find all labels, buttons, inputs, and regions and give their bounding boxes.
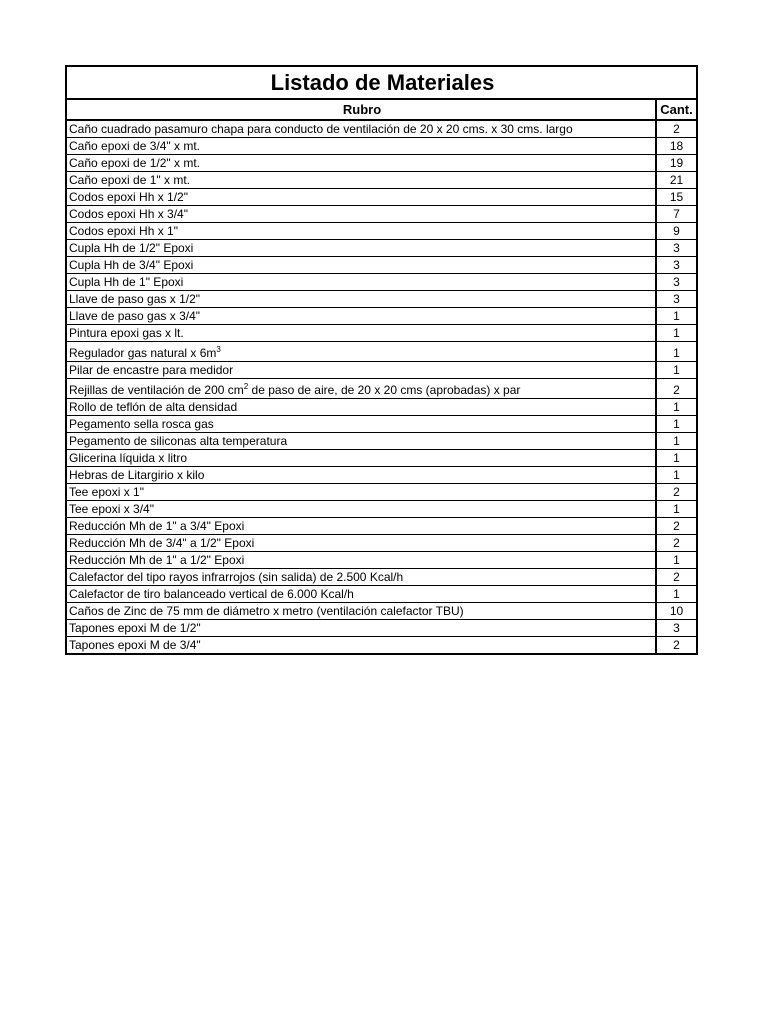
item-quantity: 3 bbox=[656, 620, 697, 637]
item-description bbox=[66, 416, 656, 433]
table-body bbox=[66, 120, 697, 654]
table-row bbox=[66, 206, 697, 223]
table-row bbox=[66, 450, 697, 467]
table-row bbox=[66, 416, 697, 433]
item-quantity: 9 bbox=[656, 223, 697, 240]
table-row bbox=[66, 172, 697, 189]
item-description-text: Pegamento de siliconas alta temperatura bbox=[69, 433, 288, 448]
item-description-text: Rollo de teflón de alta densidad bbox=[69, 399, 238, 414]
table-row bbox=[66, 240, 697, 257]
item-quantity: 7 bbox=[656, 206, 697, 223]
table-row bbox=[66, 138, 697, 155]
item-description-text: Cupla Hh de 1/2" Epoxi bbox=[69, 240, 194, 255]
document-title: Listado de Materiales bbox=[66, 66, 697, 99]
item-quantity: 2 bbox=[656, 379, 697, 399]
item-quantity: 10 bbox=[656, 603, 697, 620]
table-row bbox=[66, 518, 697, 535]
item-quantity: 3 bbox=[656, 291, 697, 308]
table-row bbox=[66, 586, 697, 603]
item-quantity: 1 bbox=[656, 552, 697, 569]
item-description-text: Cupla Hh de 1" Epoxi bbox=[69, 274, 184, 289]
item-description bbox=[66, 223, 656, 240]
item-description-text: Codos epoxi Hh x 1" bbox=[69, 223, 178, 238]
item-description-text: Calefactor del tipo rayos infrarrojos (sin salida) de 2.500 Kcal/h bbox=[69, 569, 404, 584]
column-header-item: Rubro bbox=[66, 99, 656, 120]
table-row bbox=[66, 637, 697, 655]
table-row bbox=[66, 399, 697, 416]
item-description bbox=[66, 433, 656, 450]
item-description bbox=[66, 189, 656, 206]
column-header-qty: Cant. bbox=[656, 99, 697, 120]
item-quantity: 1 bbox=[656, 416, 697, 433]
table-row bbox=[66, 223, 697, 240]
item-description-text: de paso de aire, de 20 x 20 cms (aprobadas) x par bbox=[248, 383, 521, 397]
materials-table bbox=[65, 65, 698, 655]
table-row bbox=[66, 433, 697, 450]
item-description bbox=[66, 379, 656, 399]
item-description bbox=[66, 620, 656, 637]
item-quantity: 18 bbox=[656, 138, 697, 155]
table-row bbox=[66, 308, 697, 325]
item-quantity: 19 bbox=[656, 155, 697, 172]
item-description-text: Tee epoxi x 3/4" bbox=[69, 501, 154, 516]
item-description bbox=[66, 501, 656, 518]
item-description bbox=[66, 240, 656, 257]
item-description bbox=[66, 603, 656, 620]
item-quantity: 2 bbox=[656, 120, 697, 138]
item-description bbox=[66, 552, 656, 569]
title-row bbox=[66, 66, 697, 99]
item-description-text: Cupla Hh de 3/4" Epoxi bbox=[69, 257, 194, 272]
item-description-text: Reducción Mh de 1" a 1/2" Epoxi bbox=[69, 552, 245, 567]
item-description-text: Caño epoxi de 1" x mt. bbox=[69, 172, 190, 187]
item-quantity: 1 bbox=[656, 308, 697, 325]
item-description-text: Llave de paso gas x 3/4" bbox=[69, 308, 201, 323]
item-quantity: 1 bbox=[656, 467, 697, 484]
item-description-text: Pegamento sella rosca gas bbox=[69, 416, 214, 431]
table-row bbox=[66, 467, 697, 484]
item-description-text: Rejillas de ventilación de 200 cm bbox=[69, 383, 244, 397]
item-description bbox=[66, 172, 656, 189]
table-row bbox=[66, 569, 697, 586]
item-description bbox=[66, 399, 656, 416]
item-description-text: Llave de paso gas x 1/2" bbox=[69, 291, 201, 306]
table-row bbox=[66, 535, 697, 552]
item-description-text: Tapones epoxi M de 1/2" bbox=[69, 620, 201, 635]
item-quantity: 3 bbox=[656, 257, 697, 274]
item-description bbox=[66, 586, 656, 603]
item-description-text: Glicerina líquida x litro bbox=[69, 450, 188, 465]
item-quantity: 1 bbox=[656, 433, 697, 450]
item-quantity: 3 bbox=[656, 240, 697, 257]
table-row bbox=[66, 379, 697, 399]
item-description bbox=[66, 138, 656, 155]
table-row bbox=[66, 274, 697, 291]
item-description-text: Caño epoxi de 3/4" x mt. bbox=[69, 138, 200, 153]
item-quantity: 21 bbox=[656, 172, 697, 189]
item-quantity: 1 bbox=[656, 399, 697, 416]
header-row bbox=[66, 99, 697, 120]
table-row bbox=[66, 620, 697, 637]
item-description bbox=[66, 342, 656, 362]
item-description bbox=[66, 450, 656, 467]
item-quantity: 15 bbox=[656, 189, 697, 206]
item-description bbox=[66, 484, 656, 501]
item-description-text: Codos epoxi Hh x 3/4" bbox=[69, 206, 188, 221]
item-description bbox=[66, 637, 656, 655]
item-description bbox=[66, 308, 656, 325]
item-quantity: 2 bbox=[656, 484, 697, 501]
item-description bbox=[66, 362, 656, 379]
item-description-text: Calefactor de tiro balanceado vertical de 6.000 Kcal/h bbox=[69, 586, 354, 601]
item-description bbox=[66, 569, 656, 586]
table-row bbox=[66, 155, 697, 172]
item-quantity: 2 bbox=[656, 637, 697, 655]
item-quantity: 1 bbox=[656, 342, 697, 362]
item-description bbox=[66, 274, 656, 291]
item-description-text: Pintura epoxi gas x lt. bbox=[69, 325, 184, 340]
table-row bbox=[66, 257, 697, 274]
item-quantity: 1 bbox=[656, 586, 697, 603]
item-description-text: Tapones epoxi M de 3/4" bbox=[69, 637, 201, 652]
item-description bbox=[66, 206, 656, 223]
item-description-text: Regulador gas natural x 6m bbox=[69, 346, 217, 360]
item-description-text: Reducción Mh de 1" a 3/4" Epoxi bbox=[69, 518, 245, 533]
item-description bbox=[66, 467, 656, 484]
item-description bbox=[66, 257, 656, 274]
item-description bbox=[66, 120, 656, 138]
unit-superscript: 3 bbox=[216, 345, 221, 354]
table-row bbox=[66, 501, 697, 518]
table-row bbox=[66, 603, 697, 620]
item-description-text: Reducción Mh de 3/4" a 1/2" Epoxi bbox=[69, 535, 255, 550]
item-description-text: Hebras de Litargirio x kilo bbox=[69, 467, 205, 482]
unit-superscript: 2 bbox=[243, 382, 249, 391]
item-description-text: Caños de Zinc de 75 mm de diámetro x metro (ventilación calefactor TBU) bbox=[69, 603, 464, 618]
item-quantity: 3 bbox=[656, 274, 697, 291]
item-quantity: 1 bbox=[656, 325, 697, 342]
item-description bbox=[66, 325, 656, 342]
item-description-text: Caño cuadrado pasamuro chapa para conducto de ventilación de 20 x 20 cms. x 30 cms. largo bbox=[69, 121, 573, 136]
item-quantity: 1 bbox=[656, 450, 697, 467]
item-description-text: Pilar de encastre para medidor bbox=[69, 362, 234, 377]
item-description bbox=[66, 155, 656, 172]
item-description bbox=[66, 291, 656, 308]
table-row bbox=[66, 325, 697, 342]
table-row bbox=[66, 189, 697, 206]
item-quantity: 2 bbox=[656, 518, 697, 535]
item-quantity: 1 bbox=[656, 501, 697, 518]
table-row bbox=[66, 484, 697, 501]
table-row bbox=[66, 342, 697, 362]
item-description bbox=[66, 518, 656, 535]
table-row bbox=[66, 362, 697, 379]
table-row bbox=[66, 120, 697, 138]
item-description-text: Codos epoxi Hh x 1/2" bbox=[69, 189, 188, 204]
item-quantity: 2 bbox=[656, 535, 697, 552]
item-description bbox=[66, 535, 656, 552]
table-row bbox=[66, 552, 697, 569]
item-description-text: Caño epoxi de 1/2" x mt. bbox=[69, 155, 200, 170]
table-row bbox=[66, 291, 697, 308]
item-quantity: 1 bbox=[656, 362, 697, 379]
item-description-text: Tee epoxi x 1" bbox=[69, 484, 144, 499]
item-quantity: 2 bbox=[656, 569, 697, 586]
